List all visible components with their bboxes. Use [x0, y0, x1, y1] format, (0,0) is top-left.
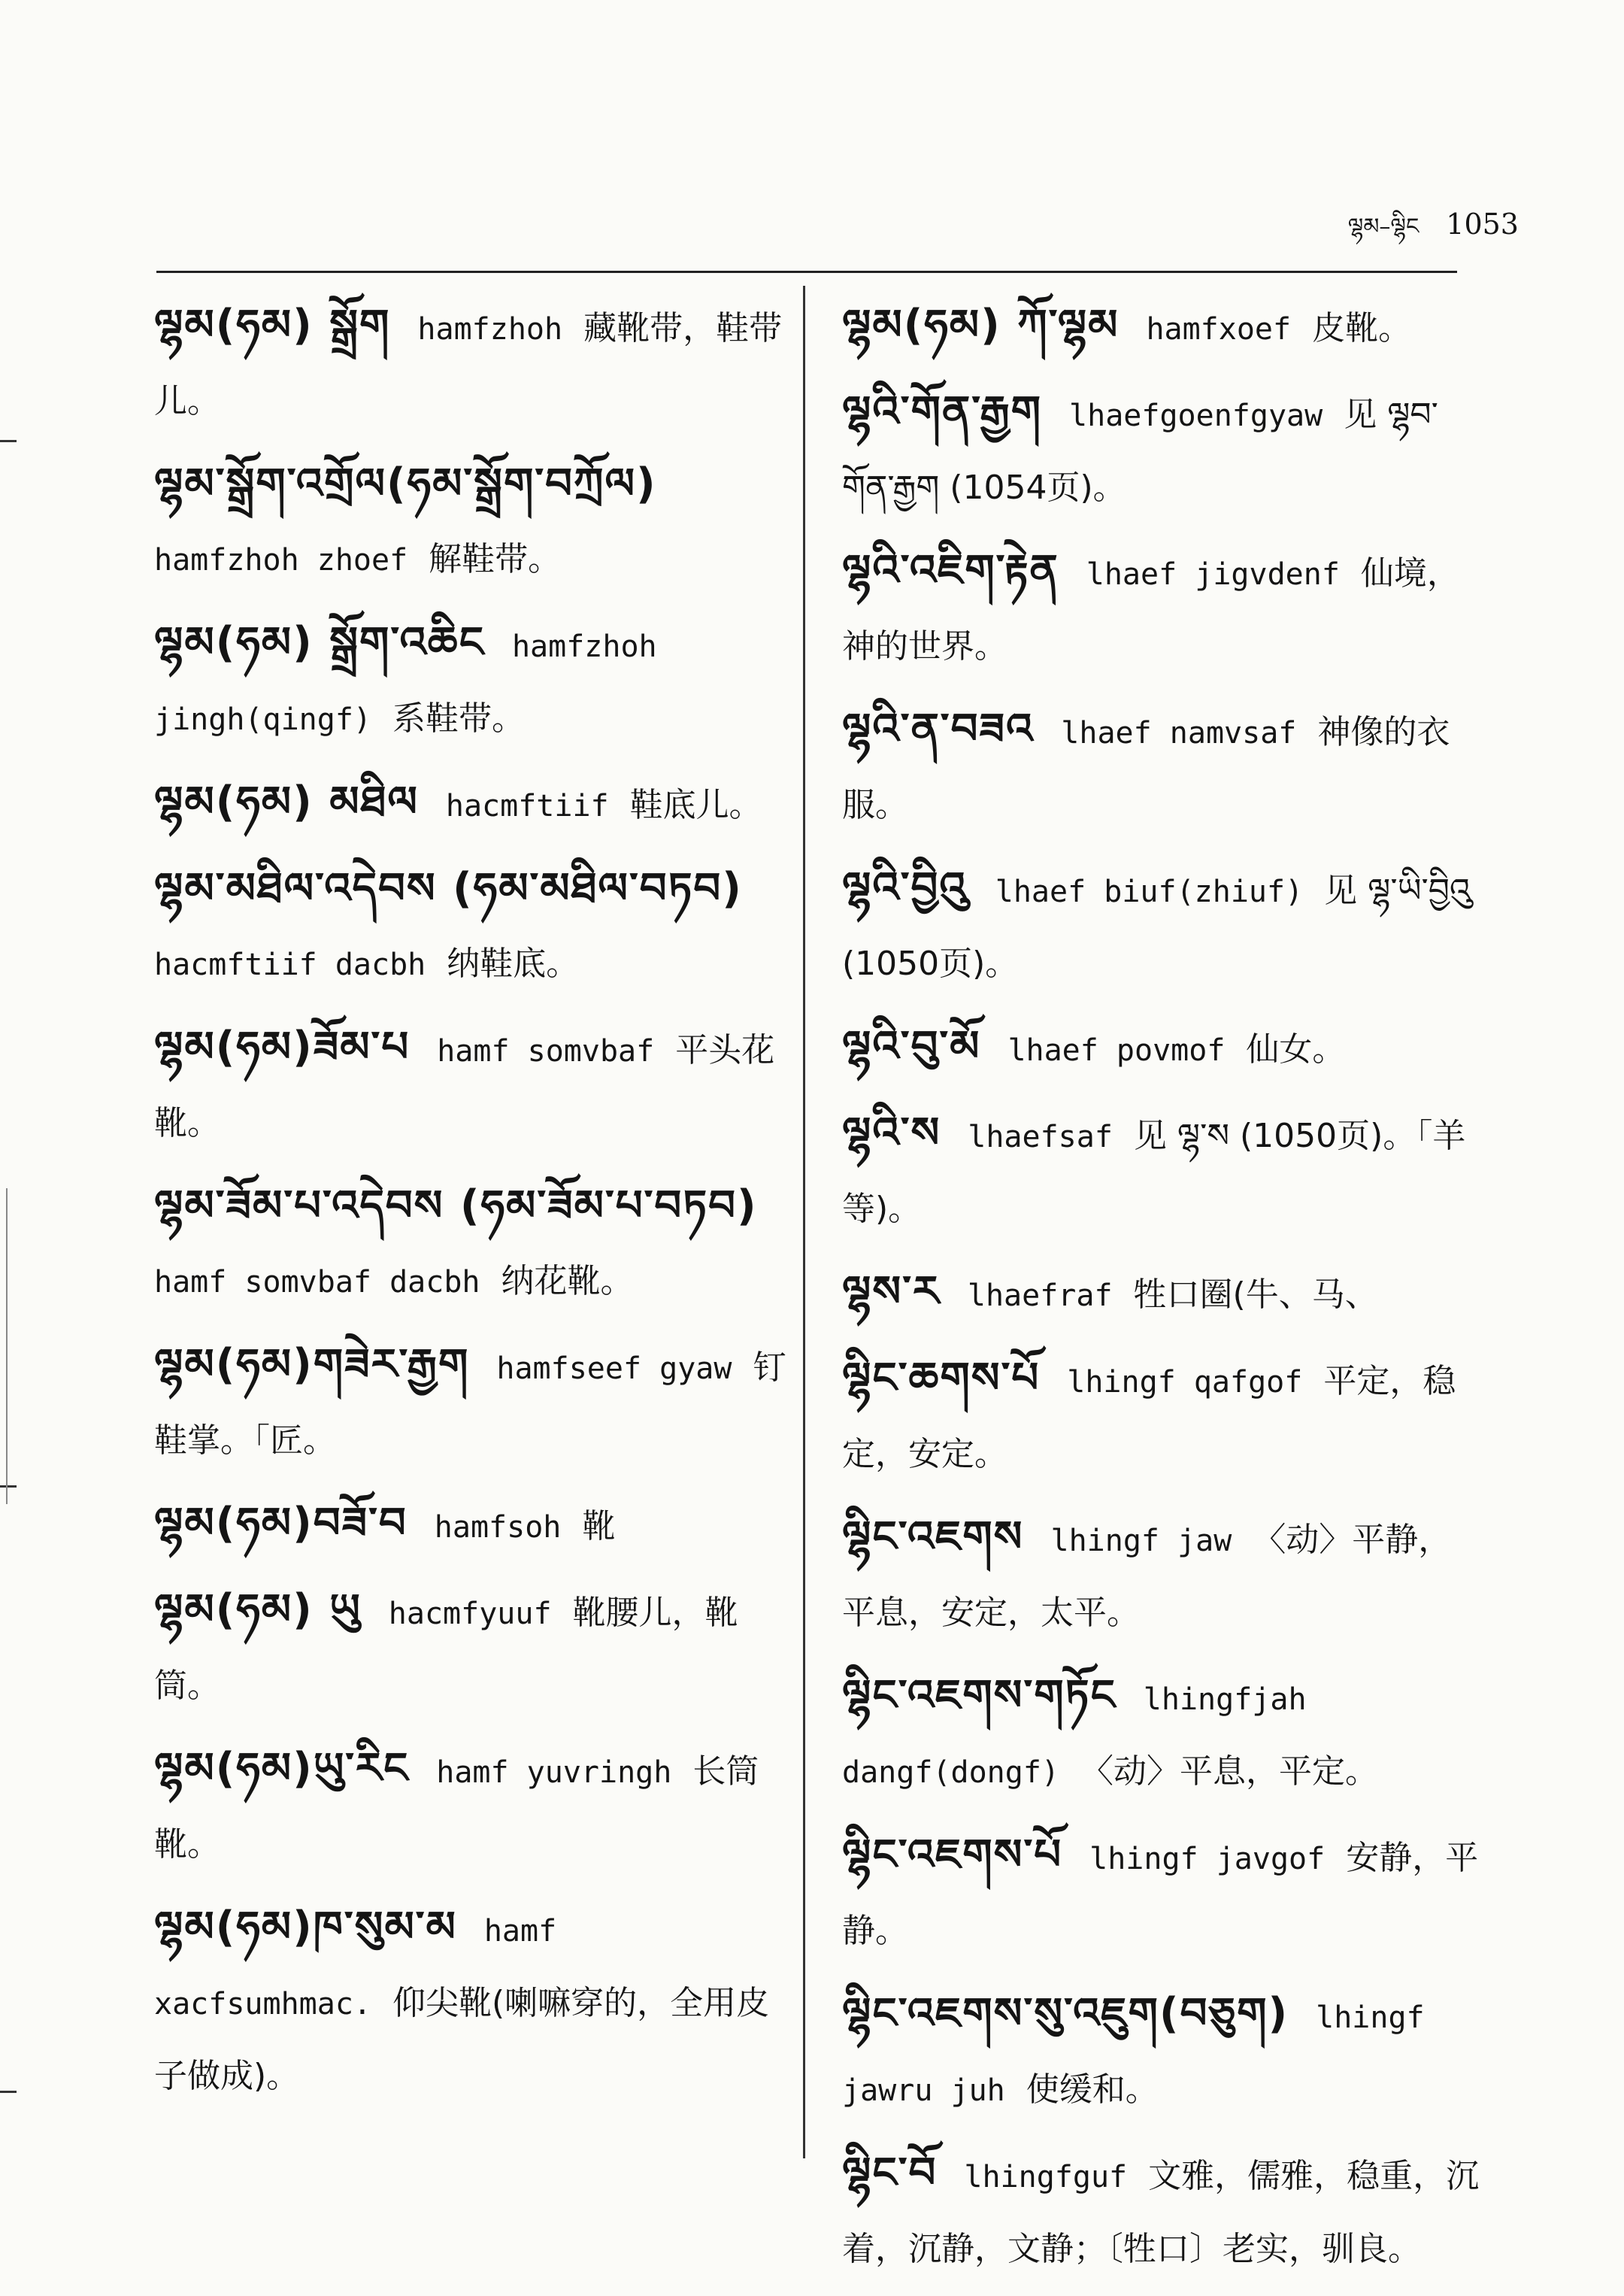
entry-headword: ལྷམ(ཧམ)ཡུ་རིང [154, 1744, 410, 1793]
entry-gloss: 见 ལྷ་ས (1050页)。「羊等)。 [842, 1117, 1466, 1228]
entry-headword: ལྷམ(ཧམ) མཐིལ [154, 778, 419, 826]
entry-romanization: hamf yuvringh [436, 1755, 672, 1790]
entry-headword: ལྷམ(ཧམ) ཀོ་ལྷམ [842, 301, 1120, 350]
dictionary-entry [842, 693, 1481, 842]
entry-romanization: hamf somvbaf dacbh [154, 1265, 480, 1300]
entry-romanization: hacmftiif dacbh [154, 948, 426, 982]
margin-mark [0, 2091, 17, 2093]
entry-gloss: 仰尖靴(喇嘛穿的，全用皮子做成)。 [154, 1984, 770, 2095]
dictionary-entry [154, 1574, 801, 1722]
entry-gloss: 神像的衣服。 [842, 713, 1450, 824]
entry-romanization: lhingf javgof [1089, 1842, 1326, 1876]
dictionary-entry [842, 1501, 1481, 1649]
entry-romanization: lhingfjah dangf(dongf) [842, 1682, 1307, 1790]
dictionary-entry [842, 852, 1481, 1000]
entry-headword: ལྷའི་ས [842, 1109, 941, 1157]
entry-gloss: 〈动〉平息，平定。 [1080, 1752, 1378, 1791]
entry-headword: ལྷམ(ཧམ) སྒྲོག་འཆིང [154, 618, 485, 667]
entry-gloss: 纳花靴。 [501, 1262, 634, 1300]
entry-headword: ལྷིང་འཇགས་སུ་འཇུག(བཅུག) [842, 1989, 1289, 2038]
entry-headword: ལྷམ་མཐིལ་འདེབས (ཧམ་མཐིལ་བཏབ) [154, 864, 743, 913]
dictionary-entry [842, 1819, 1481, 1967]
entry-headword: ལྷའི་གོན་རྒྱག [842, 387, 1043, 436]
dictionary-entry [842, 1342, 1481, 1491]
entry-gloss: 解鞋带。 [429, 540, 562, 578]
entry-romanization: lhaefgoenfgyaw [1069, 399, 1323, 433]
entry-romanization: hamf xacfsumhmac. [154, 1914, 557, 2022]
entry-gloss: 皮靴。 [1312, 309, 1412, 347]
entry-romanization: hamfzhoh zhoef [154, 543, 408, 578]
entry-gloss: 鞋底儿。 [629, 786, 762, 824]
dictionary-entry [154, 1488, 801, 1564]
dictionary-entry [842, 290, 1481, 365]
entry-gloss: 平定，稳定，安定。 [842, 1362, 1456, 1473]
margin-mark [0, 440, 17, 442]
entry-romanization: hamfzhoh [417, 312, 563, 347]
entry-gloss: 仙境，神的世界。 [842, 554, 1460, 666]
entry-gloss: 文雅，儒雅，稳重，沉着，沉静，文静；〔牲口〕老实，驯良。 [842, 2157, 1480, 2268]
entry-romanization: lhaef namvsaf [1061, 716, 1297, 751]
entry-headword: ལྷས་ར [842, 1267, 941, 1316]
dictionary-entry [154, 1329, 801, 1477]
dictionary-entry [842, 1256, 1481, 1332]
dictionary-entry [154, 1891, 801, 2113]
running-head [1173, 202, 1519, 265]
column-divider [803, 286, 805, 2158]
entry-headword: ལྷའི་འཇིག་རྟེན [842, 546, 1059, 595]
entry-romanization: hamfsoh [434, 1510, 562, 1545]
margin-mark [0, 1485, 17, 1488]
header-rule [156, 271, 1457, 273]
entry-gloss: 使缓和。 [1026, 2070, 1159, 2109]
entry-romanization: hacmfyuuf [388, 1597, 552, 1631]
entry-headword: ལྷའི་བུ་མོ [842, 1022, 981, 1071]
entry-headword: ལྷའི་བྱིའུ [842, 863, 968, 912]
entry-romanization: hamfxoef [1146, 312, 1292, 347]
entry-gloss: 系鞋带。 [392, 699, 525, 738]
entry-headword: ལྷམ(ཧམ)གཟེར་རྒྱག [154, 1340, 470, 1389]
entry-headword: ལྷིང་བོ [842, 2149, 938, 2197]
entry-gloss: 钉鞋掌。「匠。 [154, 1348, 786, 1460]
entry-gloss: 靴 [582, 1507, 616, 1545]
dictionary-entry [842, 535, 1481, 683]
left-column [154, 290, 801, 2123]
entry-romanization: lhaef jigvdenf [1086, 557, 1340, 592]
dictionary-entry [842, 2137, 1481, 2285]
entry-romanization: hamfseef gyaw [496, 1351, 732, 1386]
dictionary-entry [842, 1660, 1481, 1809]
entry-headword: ལྷམ་སྒྲོག་འགྲོལ(ཧམ་སྒྲོག་བཀྲོལ) [154, 460, 657, 508]
dictionary-entry [154, 853, 801, 1001]
entry-romanization: lhaef biuf(zhiuf) [995, 875, 1304, 909]
entry-headword: ལྷམ(ཧམ) ཡུ [154, 1585, 362, 1634]
entry-headword: ལྷམ(ཧམ)ཁ་སུམ་མ [154, 1903, 457, 1952]
entry-headword: ལྷིང་འཇགས་པོ [842, 1830, 1063, 1879]
entry-headword: ལྷིང་འཇགས་གཏོང [842, 1671, 1116, 1720]
dictionary-entry [154, 1170, 801, 1318]
dictionary-entry [842, 1978, 1481, 2127]
dictionary-entry [842, 1011, 1481, 1087]
entry-gloss: 见 ལྷབ་གོན་རྒྱག (1054页)。 [842, 396, 1438, 507]
dictionary-entry [842, 1097, 1481, 1245]
entry-headword: ལྷམ(ཧམ) སྒྲོག [154, 301, 391, 350]
entry-romanization: lhaefsaf [968, 1120, 1113, 1154]
entry-gloss: 见 ལྷ་ཡི་བྱིའུ (1050页)。 [842, 872, 1471, 983]
entry-headword: ལྷིང་འཇགས [842, 1512, 1024, 1561]
page-number: 1053 [1446, 208, 1519, 241]
entry-headword: ལྷའི་ན་བཟའ [842, 705, 1035, 754]
dictionary-entry [154, 1733, 801, 1881]
dictionary-entry [842, 376, 1481, 524]
entry-gloss: 〈动〉平静，平息，安定，太平。 [842, 1521, 1452, 1632]
entry-gloss: 牲口圈(牛、马、 [1133, 1275, 1378, 1314]
right-column [842, 290, 1481, 2296]
entry-romanization: lhingf jaw [1050, 1524, 1232, 1558]
dictionary-entry [154, 290, 801, 438]
entry-gloss: 平头花靴。 [154, 1031, 775, 1142]
entry-romanization: lhingf qafgof [1067, 1365, 1303, 1400]
margin-line [6, 1188, 8, 1504]
dictionary-entry [154, 607, 801, 756]
entry-romanization: lhaef povmof [1007, 1033, 1226, 1068]
entry-gloss: 纳鞋底。 [447, 945, 580, 983]
dictionary-entry [154, 1012, 801, 1160]
entry-romanization: hamfzhoh jingh(qingf) [154, 629, 657, 737]
dictionary-entry [154, 766, 801, 842]
entry-gloss: 长筒靴。 [154, 1752, 759, 1864]
entry-romanization: lhingf jawru juh [842, 2000, 1425, 2108]
entry-headword: ལྷམ(ཧམ)ཟོམ་པ [154, 1023, 411, 1072]
entry-gloss: 藏靴带，鞋带儿。 [154, 309, 783, 420]
entry-romanization: lhaefraf [967, 1278, 1113, 1313]
entry-romanization: hamf somvbaf [437, 1034, 655, 1069]
entry-headword: ལྷམ་ཟོམ་པ་འདེབས (ཧམ་ཟོམ་པ་བཏབ) [154, 1181, 758, 1230]
entry-romanization: lhingfguf [964, 2160, 1128, 2194]
running-head-tibetan: ལྷམ–ལྷིང [1347, 214, 1419, 240]
entry-gloss: 靴腰儿，靴筒。 [154, 1594, 738, 1705]
dictionary-entry [154, 448, 801, 596]
entry-headword: ལྷམ(ཧམ)བཟོ་བ [154, 1499, 408, 1548]
entry-gloss: 仙女。 [1246, 1030, 1346, 1069]
entry-romanization: hacmftiif [445, 789, 609, 823]
entry-gloss: 安静，平静。 [842, 1839, 1479, 1950]
entry-headword: ལྷིང་ཆགས་པོ [842, 1354, 1041, 1403]
